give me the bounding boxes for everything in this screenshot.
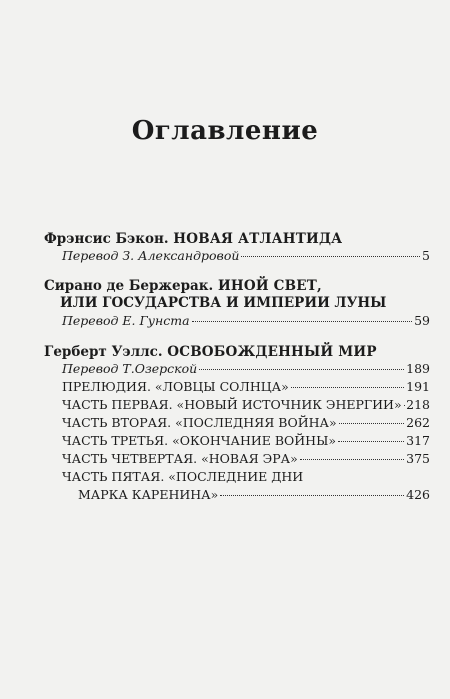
toc-entry[interactable] [62,379,430,394]
author-name: Герберт Уэллс. [44,344,163,360]
page-number: 262 [406,415,430,430]
leader-dots [220,495,404,496]
page-number: 59 [414,313,430,328]
leader-dots [199,369,404,370]
work-title-continued: ИЛИ ГОСУДАРСТВА И ИМПЕРИИ ЛУНЫ [60,295,387,311]
author-name: Фрэнсис Бэкон. [44,231,169,247]
toc-entry[interactable] [62,433,430,448]
leader-dots [300,459,404,460]
page-number: 218 [406,397,430,412]
leader-dots [192,321,413,322]
leader-dots [241,256,420,257]
toc-entry[interactable] [62,248,430,263]
page-title: Оглавление [131,116,319,146]
entry-label: ПРЕЛЮДИЯ. «ЛОВЦЫ СОЛНЦА» [62,379,289,394]
leader-dots [339,423,405,424]
section-heading-cyrano [44,278,322,294]
section-heading-bacon [44,231,342,247]
entry-label: ЧАСТЬ ПЕРВАЯ. «НОВЫЙ ИСТОЧНИК ЭНЕРГИИ» [62,397,402,412]
page-number: 317 [406,433,430,448]
entry-label: ЧАСТЬ ТРЕТЬЯ. «ОКОНЧАНИЕ ВОЙНЫ» [62,433,337,448]
work-title: ИНОЙ СВЕТ, [217,278,322,294]
toc-entry[interactable] [62,397,430,412]
entry-label: Перевод З. Александровой [62,248,240,263]
leader-dots [291,387,404,388]
page-number: 375 [406,451,430,466]
page-number: 5 [422,248,430,263]
entry-label-line2: МАРКА КАРЕНИНА» [78,487,219,502]
page-number: 191 [406,379,430,394]
toc-entry[interactable] [62,313,430,328]
section-heading-wells [44,344,377,360]
work-title: НОВАЯ АТЛАНТИДА [173,231,343,247]
entry-label: Перевод Е. Гунста [62,313,190,328]
entry-label: Перевод Т.Озерской [62,361,198,376]
entry-label-line1[interactable]: ЧАСТЬ ПЯТАЯ. «ПОСЛЕДНИЕ ДНИ [62,469,304,484]
entry-label: ЧАСТЬ ВТОРАЯ. «ПОСЛЕДНЯЯ ВОЙНА» [62,415,337,430]
toc-entry[interactable] [62,361,430,376]
page-number: 426 [406,487,430,502]
page-number: 189 [406,361,430,376]
leader-dots [338,441,404,442]
toc-entry[interactable] [78,487,430,502]
entry-label: ЧАСТЬ ЧЕТВЕРТАЯ. «НОВАЯ ЭРА» [62,451,298,466]
toc-entry[interactable] [62,451,430,466]
toc-entry[interactable] [62,415,430,430]
work-title: ОСВОБОЖДЕННЫЙ МИР [167,344,377,360]
leader-dots [404,405,405,406]
author-name: Сирано де Бержерак. [44,278,214,294]
